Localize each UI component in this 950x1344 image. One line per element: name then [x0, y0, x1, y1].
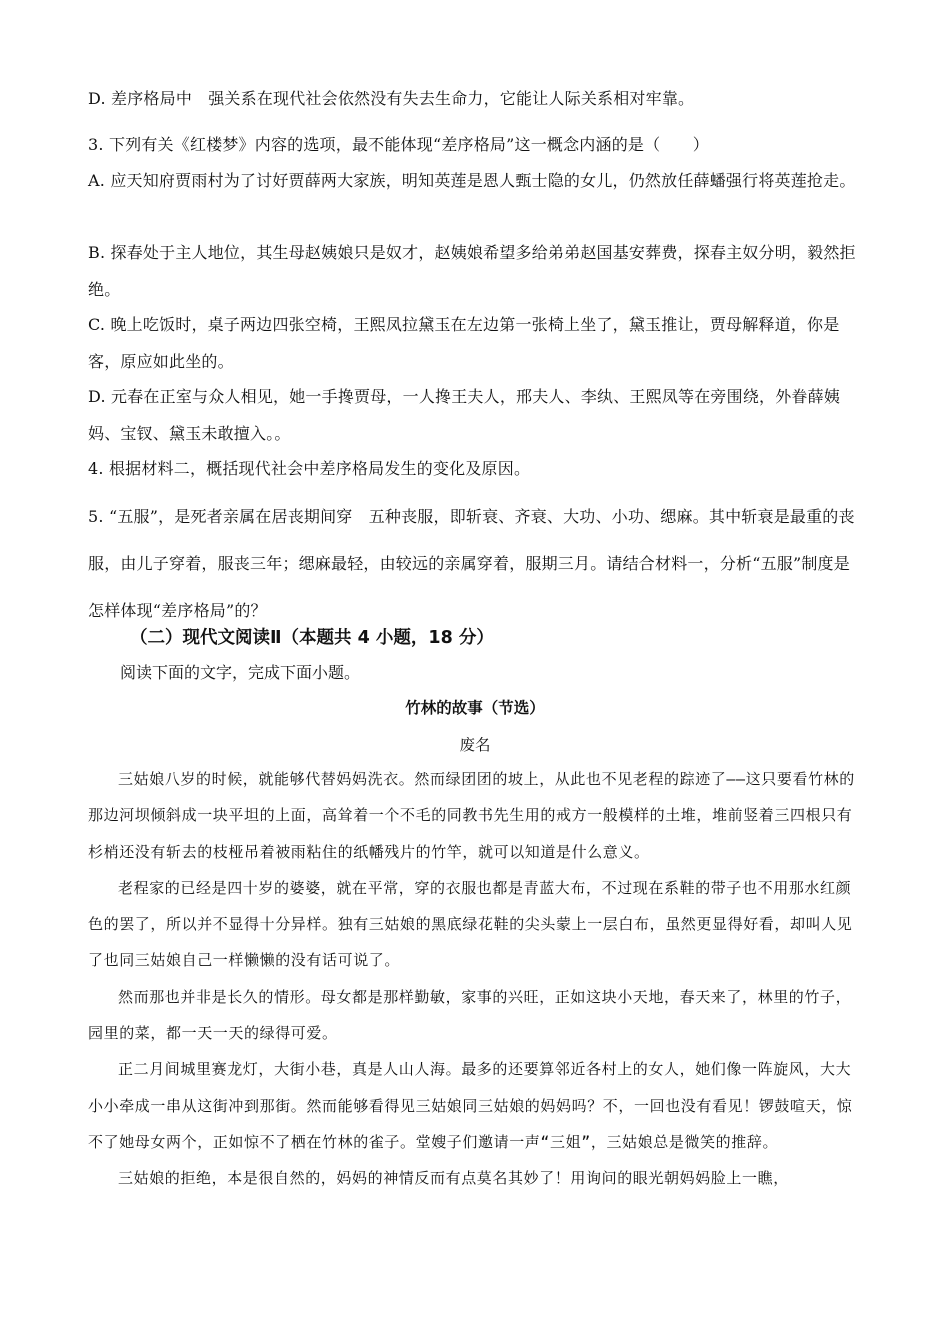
section-title: （二）现代文阅读Ⅱ（本题共 4 小题，18 分）: [130, 628, 494, 648]
article-paragraph: 然而那也并非是长久的情形。母女都是那样勤敏，家事的兴旺，正如这块小天地，春天来了，林里的竹子，园里的菜，都一天一天的绿得可爱。: [88, 987, 852, 1043]
article-paragraph: 正二月间城里赛龙灯，大街小巷，真是人山人海。最多的还要算邻近各村上的女人，她们像一阵旋风，大大小小牵成一串从这街冲到那街。然而能够看得见三姑娘同三姑娘的妈妈吗？不，一回也没有看见！锣鼓喧天，惊不了她母女两个，正如惊不了栖在竹林的雀子。堂嫂子们邀请一声“三姐”，三姑娘总是微笑的推辞。: [88, 1060, 853, 1151]
q3-option-a: A. 应天知府贾雨村为了讨好贾薛两大家族，明知英莲是恩人甄士隐的女儿，仍然放任薛蟠强行将英莲抢走。: [88, 171, 856, 190]
q5: 5. “五服”，是死者亲属在居丧期间穿 五种丧服，即斩衰、齐衰、大功、小功、缌麻。其中斩衰是最重的丧服，由儿子穿着，服丧三年；缌麻最轻，由较远的亲属穿着，服期三月。请结合材料一，分析“五服”制度是怎样体现“差序格局”的？: [88, 507, 855, 620]
q3-stem: 3. 下列有关《红楼梦》内容的选项，最不能体现“差序格局”这一概念内涵的是（ ）: [88, 135, 709, 154]
article-title: 竹林的故事（节选）: [405, 698, 545, 717]
article-paragraph: 三姑娘八岁的时候，就能够代替妈妈洗衣。然而绿团团的坡上，从此也不见老程的踪迹了——这只要看竹林的那边河坝倾斜成一块平坦的上面，高耸着一个不毛的同教书先生用的戒方一般模样的土堆，堆前竖着三四根只有杉梢还没有斩去的枝桠吊着被雨粘住的纸幡残片的竹竿，就可以知道是什么意义。: [88, 770, 855, 861]
q3-option-c: C. 晚上吃饭时，桌子两边四张空椅，王熙凤拉黛玉在左边第一张椅上坐了，黛玉推让，贾母解释道，你是客，原应如此坐的。: [88, 315, 840, 371]
q4: 4. 根据材料二，概括现代社会中差序格局发生的变化及原因。: [88, 459, 531, 478]
q3-option-b: B. 探春处于主人地位，其生母赵姨娘只是奴才，赵姨娘希望多给弟弟赵国基安葬费，探春主奴分明，毅然拒绝。: [88, 243, 856, 299]
article-author: 废名: [459, 736, 491, 754]
article-body: [88, 761, 864, 1197]
article-paragraph: 三姑娘的拒绝，本是很自然的，妈妈的神情反而有点莫名其妙了！用询问的眼光朝妈妈脸上一瞧，: [118, 1169, 789, 1188]
q3-option-d: D. 元春在正室与众人相见，她一手搀贾母，一人搀王夫人，邢夫人、李纨、王熙凤等在旁围绕，外眷薛姨妈、宝钗、黛玉未敢擅入。。: [88, 387, 841, 443]
q2-option-d: D. 差序格局中 强关系在现代社会依然没有失去生命力，它能让人际关系相对牢靠。: [88, 89, 695, 108]
reading-instruction: 阅读下面的文字，完成下面小题。: [120, 663, 361, 682]
article-paragraph: 老程家的已经是四十岁的婆婆，就在平常，穿的衣服也都是青蓝大布，不过现在系鞋的带子也不用那水红颜色的罢了，所以并不显得十分异样。独有三姑娘的黑底绿花鞋的尖头蒙上一层白布，虽然更显得好看，却叫人见了也同三姑娘自己一样懒懒的没有话可说了。: [88, 878, 853, 970]
